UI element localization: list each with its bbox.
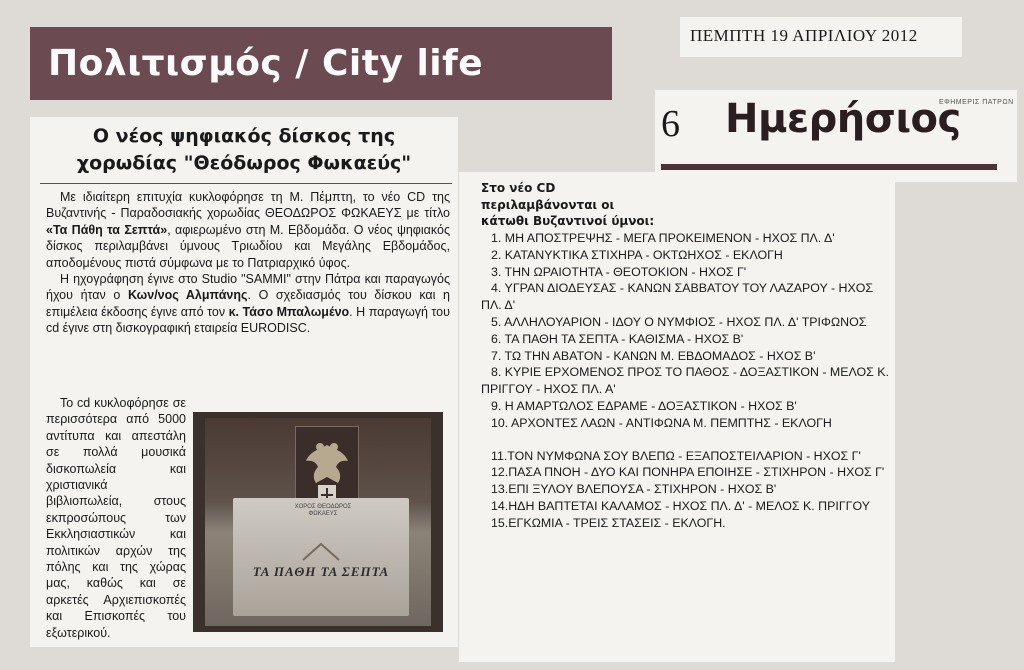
producer-name: Κων/νος Αλμπάνης [127,288,248,303]
hymn-item: 11.ΤΟΝ ΝΥΜΦΩΝΑ ΣΟΥ ΒΛΕΠΩ - ΕΞΑΠΟΣΤΕΙΛΑΡΙΟΝ - ΗΧΟΣ Γ' [491,448,861,463]
album-title: «Τα Πάθη τα Σεπτά» [46,222,168,237]
hymn-item: 7. ΤΩ ΤΗΝ ΑΒΑΤΟΝ - ΚΑΝΩΝ Μ. ΕΒΔΟΜΑΔΟΣ - ΗΧΟΣ Β' [491,348,816,363]
article-body-side [46,395,186,641]
hymn-item: 6. ΤΑ ΠΑΘΗ ΤΑ ΣΕΠΤΑ - ΚΑΘΙΣΜΑ - ΗΧΟΣ Β' [491,331,744,346]
hymn-item: 3. ΤΗΝ ΩΡΑΙΟΤΗΤΑ - ΘΕΟΤΟΚΙΟΝ - ΗΧΟΣ Γ' [491,264,747,279]
hymn-list-intro: Στο νέο CD περιλαμβάνονται οι κάτωθι Βυζαντινοί ύμνοι: [481,181,655,228]
hymn-item: 13.ΕΠΙ ΞΥΛΟΥ ΒΛΕΠΟΥΣΑ - ΣΤΙΧΗΡΟΝ - ΗΧΟΣ Β' [491,482,777,497]
hymn-item: 10. ΑΡΧΟΝΤΕΣ ΛΑΩΝ - ΑΝΤΙΦΩΝΑ Μ. ΠΕΜΠΤΗΣ - ΕΚΛΟΓΗ [491,415,832,430]
paragraph-1-text-a: Με ιδιαίτερη επιτυχία κυκλοφόρησε τη Μ. Πέμπτη, το νέο CD της Βυζαντινής - Παραδοσιακής χορωδίας ΘΕΟΔΩΡΟΣ ΦΩΚΑΕΥΣ με τίτλο [46,190,450,221]
paragraph-1-text-b: , αφιερωμένο στη Μ. Εβδομάδα. Ο νέος ψηφιακός δίσκος περιλαμβάνει ύμνους Τριωδίου και Μεγάλης Εβδομάδος, αποδομένους πιστά σύμφωνα με το Πατριαρχικό ύφος. [46,222,450,270]
masthead-rule [661,164,997,170]
hymn-item: 5. ΑΛΛΗΛΟΥΑΡΙΟΝ - ΙΔΟΥ Ο ΝΥΜΦΙΟΣ - ΗΧΟΣ ΠΛ. Δ' ΤΡΙΦΩΝΟΣ [491,314,867,329]
newspaper-tagline: ΕΦΗΜΕΡΙΣ ΠΑΤΡΩΝ [939,99,1014,106]
cd-cover-photo [193,412,443,632]
masthead [655,90,1017,182]
headline-divider [40,183,452,184]
paragraph-2-text-b: . Ο σχεδιασμός του δίσκου και η επιμέλεια έκδοσης έγινε από τον [46,288,450,319]
cd-cover-sheet [233,498,409,616]
issue-date: ΠΕΜΠΤΗ 19 ΑΠΡΙΛΙΟΥ 2012 [690,26,918,45]
hymn-list [479,230,889,532]
section-title: Πολιτισμός / City life [30,27,612,100]
designer-name: κ. Τάσο Μπαλωμένο [228,304,350,319]
hymn-item: 15.ΕΓΚΩΜΙΑ - ΤΡΕΙΣ ΣΤΑΣΕΙΣ - ΕΚΛΟΓΗ. [491,515,726,530]
paragraph-2 [46,271,450,337]
headline-line-2: χορωδίας "Θεόδωρος Φωκαεύς" [76,152,412,174]
paragraph-2-text-c: . Η παραγωγή του cd έγινε στη δισκογραφική εταιρεία EURODISC. [46,304,450,336]
paragraph-1 [46,189,450,271]
paragraph-2-text-a: Η ηχογράφηση έγινε στο Studio "SAMMI" στην Πάτρα και παραγωγός ήχου ήταν ο [46,272,450,303]
hymn-item: 12.ΠΑΣΑ ΠΝΟΗ - ΔΥΟ ΚΑΙ ΠΟΝΗΡΑ ΕΠΟΙΗΣΕ - ΣΤΙΧΗΡΟΝ - ΗΧΟΣ Γ' [491,465,885,480]
headline-line-1: Ο νέος ψηφιακός δίσκος της [92,125,396,147]
hymn-item: 4. ΥΓΡΑΝ ΔΙΟΔΕΥΣΑΣ - ΚΑΝΩΝ ΣΑΒΒΑΤΟΥ ΤΟΥ ΛΑΖΑΡΟΥ - ΗΧΟΣ ΠΛ. Δ' [481,281,874,313]
article-body [46,189,450,337]
date-clipping [680,17,962,57]
hymn-item: 14.ΗΔΗ ΒΑΠΤΕΤΑΙ ΚΑΛΑΜΟΣ - ΗΧΟΣ ΠΛ. Δ' - ΜΕΛΟΣ Κ. ΠΡΙΓΓΟΥ [491,498,870,513]
cd-cover-title: ΤΑ ΠΑΘΗ ΤΑ ΣΕΠΤΑ [252,564,390,579]
cd-cover-small-text: ΧΟΡΟΣ ΘΕΟΔΩΡΟΣ ΦΩΚΑΕΥΣ [294,504,352,517]
hymn-item: 8. ΚΥΡΙΕ ΕΡΧΟΜΕΝΟΣ ΠΡΟΣ ΤΟ ΠΑΘΟΣ - ΔΟΞΑΣΤΙΚΟΝ - ΜΕΛΟΣ Κ. ΠΡΙΓΓΟΥ - ΗΧΟΣ ΠΛ. Α' [481,365,889,397]
hymn-item: 1. ΜΗ ΑΠΟΣΤΡΕΨΗΣ - ΜΕΓΑ ΠΡΟΚΕΙΜΕΝΟΝ - ΗΧΟΣ ΠΛ. Δ' [491,231,835,245]
hymn-item: 9. Η ΑΜΑΡΤΩΛΟΣ ΕΔΡΑΜΕ - ΔΟΞΑΣΤΙΚΟΝ - ΗΧΟΣ Β' [491,398,797,413]
article-headline [30,123,458,177]
paragraph-3: Το cd κυκλοφόρησε σε περισσότερα από 5000 αντίτυπα και απεστάλη σε πολλά μουσικά δισκοπωλεία και χριστιανικά βιβλιοπωλεία, στους εκπροσώπους των Εκκλησιαστικών και πολιτικών αρχών της πόλης και της χώρας μας, καθώς και σε αρκετές Αρχιεπισκοπές και Επισκοπές του εξωτερικού. [46,396,186,640]
mountain-icon [233,526,409,566]
hymn-item: 2. ΚΑΤΑΝΥΚΤΙΚΑ ΣΤΙΧΗΡΑ - ΟΚΤΩΗΧΟΣ - ΕΚΛΟΓΗ [491,247,783,262]
cd-cover [205,418,431,626]
hymn-list-box [459,172,895,662]
section-banner [30,27,612,100]
page-number: 6 [661,103,680,145]
newspaper-logo: Ημερήσιος [725,96,961,142]
